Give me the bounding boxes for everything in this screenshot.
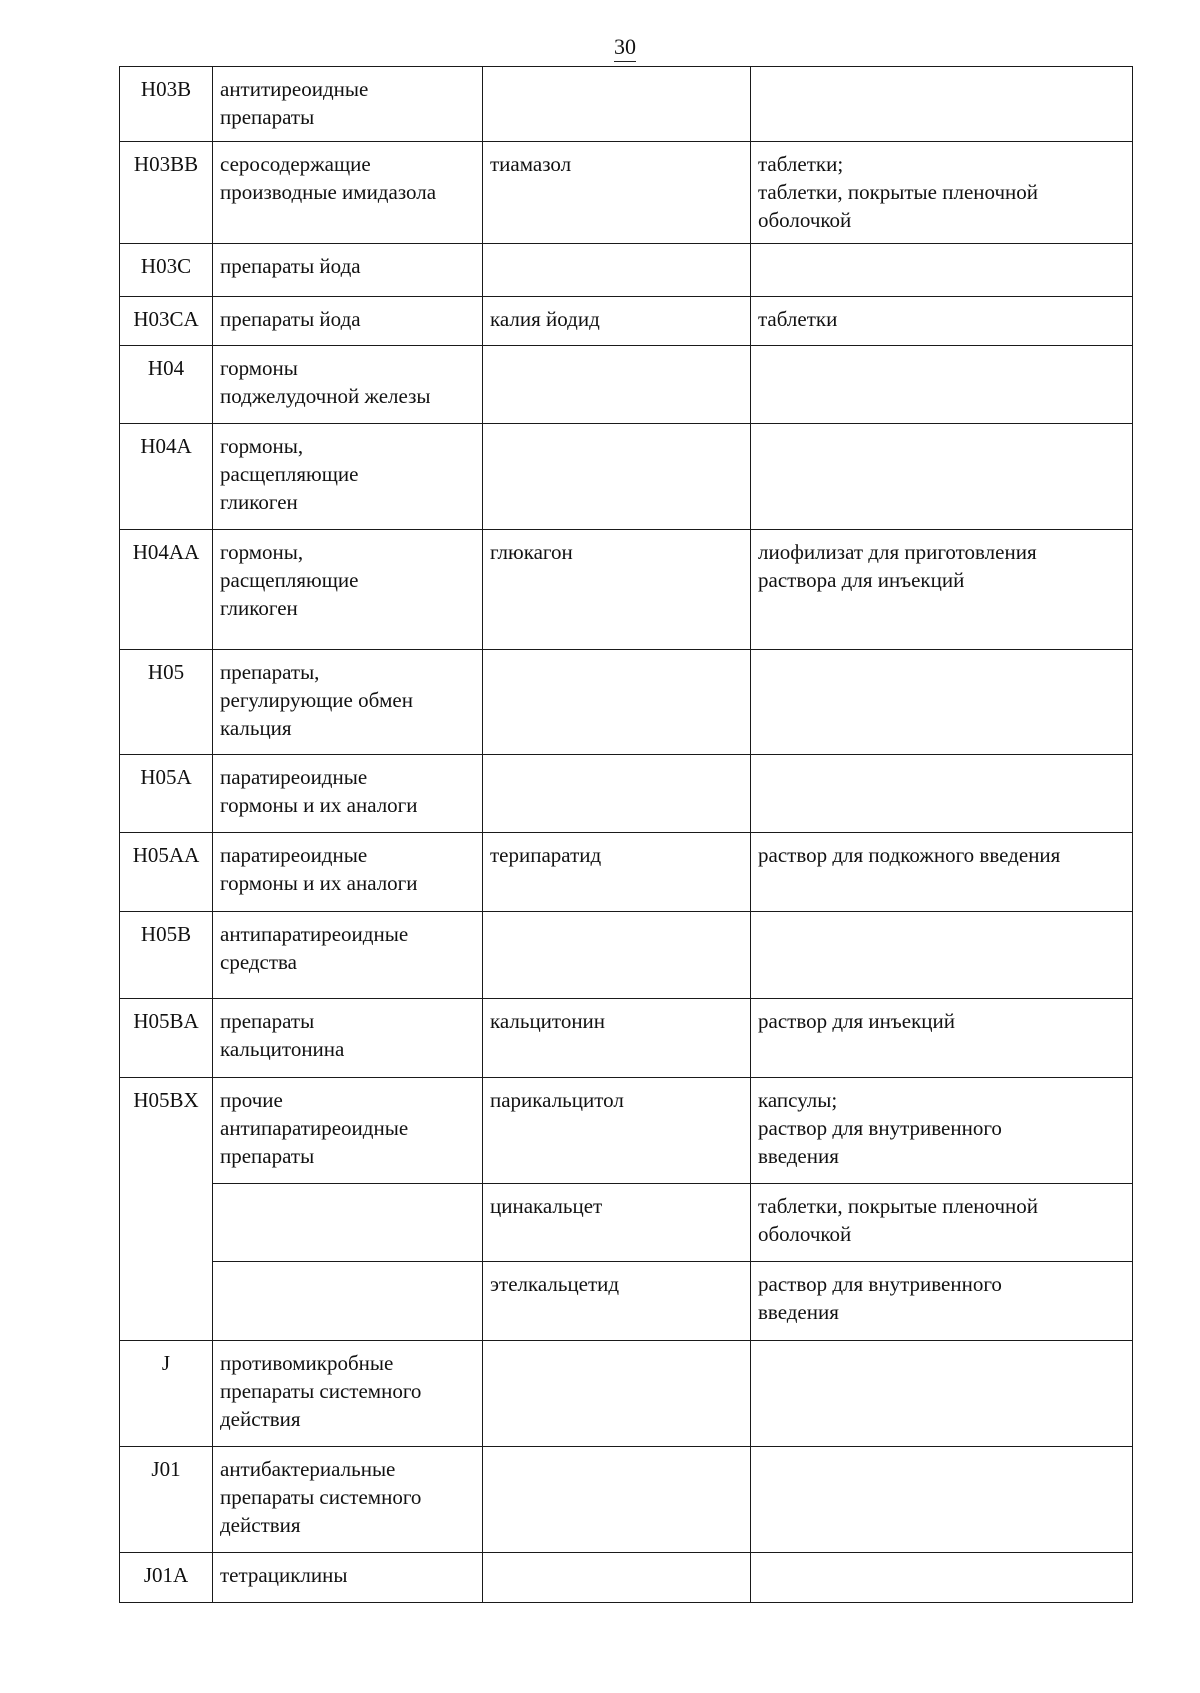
table-row xyxy=(120,1447,1133,1553)
atc-code: H05BX xyxy=(120,1078,213,1341)
drug-name xyxy=(483,1341,751,1447)
group-name: серосодержащие производные имидазола xyxy=(213,142,483,244)
drug-name: терипаратид xyxy=(483,833,751,912)
dosage-form: раствор для инъекций xyxy=(751,999,1133,1078)
dosage-form xyxy=(751,244,1133,297)
group-name: препараты кальцитонина xyxy=(213,999,483,1078)
table-row xyxy=(120,1078,1133,1184)
drug-name xyxy=(483,912,751,999)
atc-code: H03C xyxy=(120,244,213,297)
drug-name xyxy=(483,424,751,530)
drug-name xyxy=(483,1447,751,1553)
dosage-form: раствор для подкожного введения xyxy=(751,833,1133,912)
dosage-form: лиофилизат для приготовления раствора для инъекций xyxy=(751,530,1133,650)
table-row xyxy=(120,999,1133,1078)
group-name: паратиреоидные гормоны и их аналоги xyxy=(213,755,483,833)
table-row xyxy=(120,650,1133,755)
atc-code: J xyxy=(120,1341,213,1447)
atc-code: J01A xyxy=(120,1553,213,1603)
group-name: препараты йода xyxy=(213,297,483,346)
dosage-form xyxy=(751,346,1133,424)
group-name: прочие антипаратиреоидные препараты xyxy=(213,1078,483,1184)
dosage-form xyxy=(751,1553,1133,1603)
atc-code: H04 xyxy=(120,346,213,424)
group-name: гормоны поджелудочной железы xyxy=(213,346,483,424)
drug-name: глюкагон xyxy=(483,530,751,650)
atc-code: H04A xyxy=(120,424,213,530)
atc-code: H05 xyxy=(120,650,213,755)
drug-name: кальцитонин xyxy=(483,999,751,1078)
atc-code: H05AA xyxy=(120,833,213,912)
table-row xyxy=(120,244,1133,297)
dosage-form xyxy=(751,67,1133,142)
dosage-form: капсулы; раствор для внутривенного введения xyxy=(751,1078,1133,1184)
dosage-form xyxy=(751,912,1133,999)
dosage-form xyxy=(751,1447,1133,1553)
atc-code: H03B xyxy=(120,67,213,142)
drug-name: цинакальцет xyxy=(483,1184,751,1262)
drug-name xyxy=(483,755,751,833)
atc-code: H05BA xyxy=(120,999,213,1078)
drug-name: парикальцитол xyxy=(483,1078,751,1184)
dosage-form xyxy=(751,650,1133,755)
drug-name xyxy=(483,67,751,142)
table-row xyxy=(120,424,1133,530)
group-name: тетрациклины xyxy=(213,1553,483,1603)
table-row xyxy=(120,1553,1133,1603)
drug-name xyxy=(483,650,751,755)
drug-classification-table xyxy=(119,66,1133,1603)
dosage-form: таблетки; таблетки, покрытые пленочной оболочкой xyxy=(751,142,1133,244)
table-row xyxy=(120,912,1133,999)
table-row xyxy=(120,530,1133,650)
drug-name: этелкальцетид xyxy=(483,1262,751,1341)
drug-name: калия йодид xyxy=(483,297,751,346)
table-row xyxy=(120,67,1133,142)
drug-name xyxy=(483,1553,751,1603)
table-row xyxy=(120,1341,1133,1447)
table-row xyxy=(120,1184,1133,1262)
table-row xyxy=(120,142,1133,244)
dosage-form xyxy=(751,424,1133,530)
dosage-form xyxy=(751,755,1133,833)
group-name xyxy=(213,1262,483,1341)
table-row xyxy=(120,755,1133,833)
table-row xyxy=(120,1262,1133,1341)
atc-code: J01 xyxy=(120,1447,213,1553)
group-name: гормоны, расщепляющие гликоген xyxy=(213,530,483,650)
table-row xyxy=(120,833,1133,912)
group-name: антибактериальные препараты системного действия xyxy=(213,1447,483,1553)
atc-code: H03CA xyxy=(120,297,213,346)
group-name: противомикробные препараты системного действия xyxy=(213,1341,483,1447)
atc-code: H05B xyxy=(120,912,213,999)
group-name: препараты йода xyxy=(213,244,483,297)
group-name: антипаратиреоидные средства xyxy=(213,912,483,999)
page-number: 30 xyxy=(0,34,1200,62)
atc-code: H05A xyxy=(120,755,213,833)
dosage-form: раствор для внутривенного введения xyxy=(751,1262,1133,1341)
atc-code: H04AA xyxy=(120,530,213,650)
group-name: паратиреоидные гормоны и их аналоги xyxy=(213,833,483,912)
drug-name xyxy=(483,244,751,297)
dosage-form: таблетки, покрытые пленочной оболочкой xyxy=(751,1184,1133,1262)
dosage-form xyxy=(751,1341,1133,1447)
group-name: антитиреоидные препараты xyxy=(213,67,483,142)
group-name: гормоны, расщепляющие гликоген xyxy=(213,424,483,530)
drug-name xyxy=(483,346,751,424)
dosage-form: таблетки xyxy=(751,297,1133,346)
table-row xyxy=(120,346,1133,424)
group-name: препараты, регулирующие обмен кальция xyxy=(213,650,483,755)
group-name xyxy=(213,1184,483,1262)
atc-code: H03BB xyxy=(120,142,213,244)
table-row xyxy=(120,297,1133,346)
drug-name: тиамазол xyxy=(483,142,751,244)
